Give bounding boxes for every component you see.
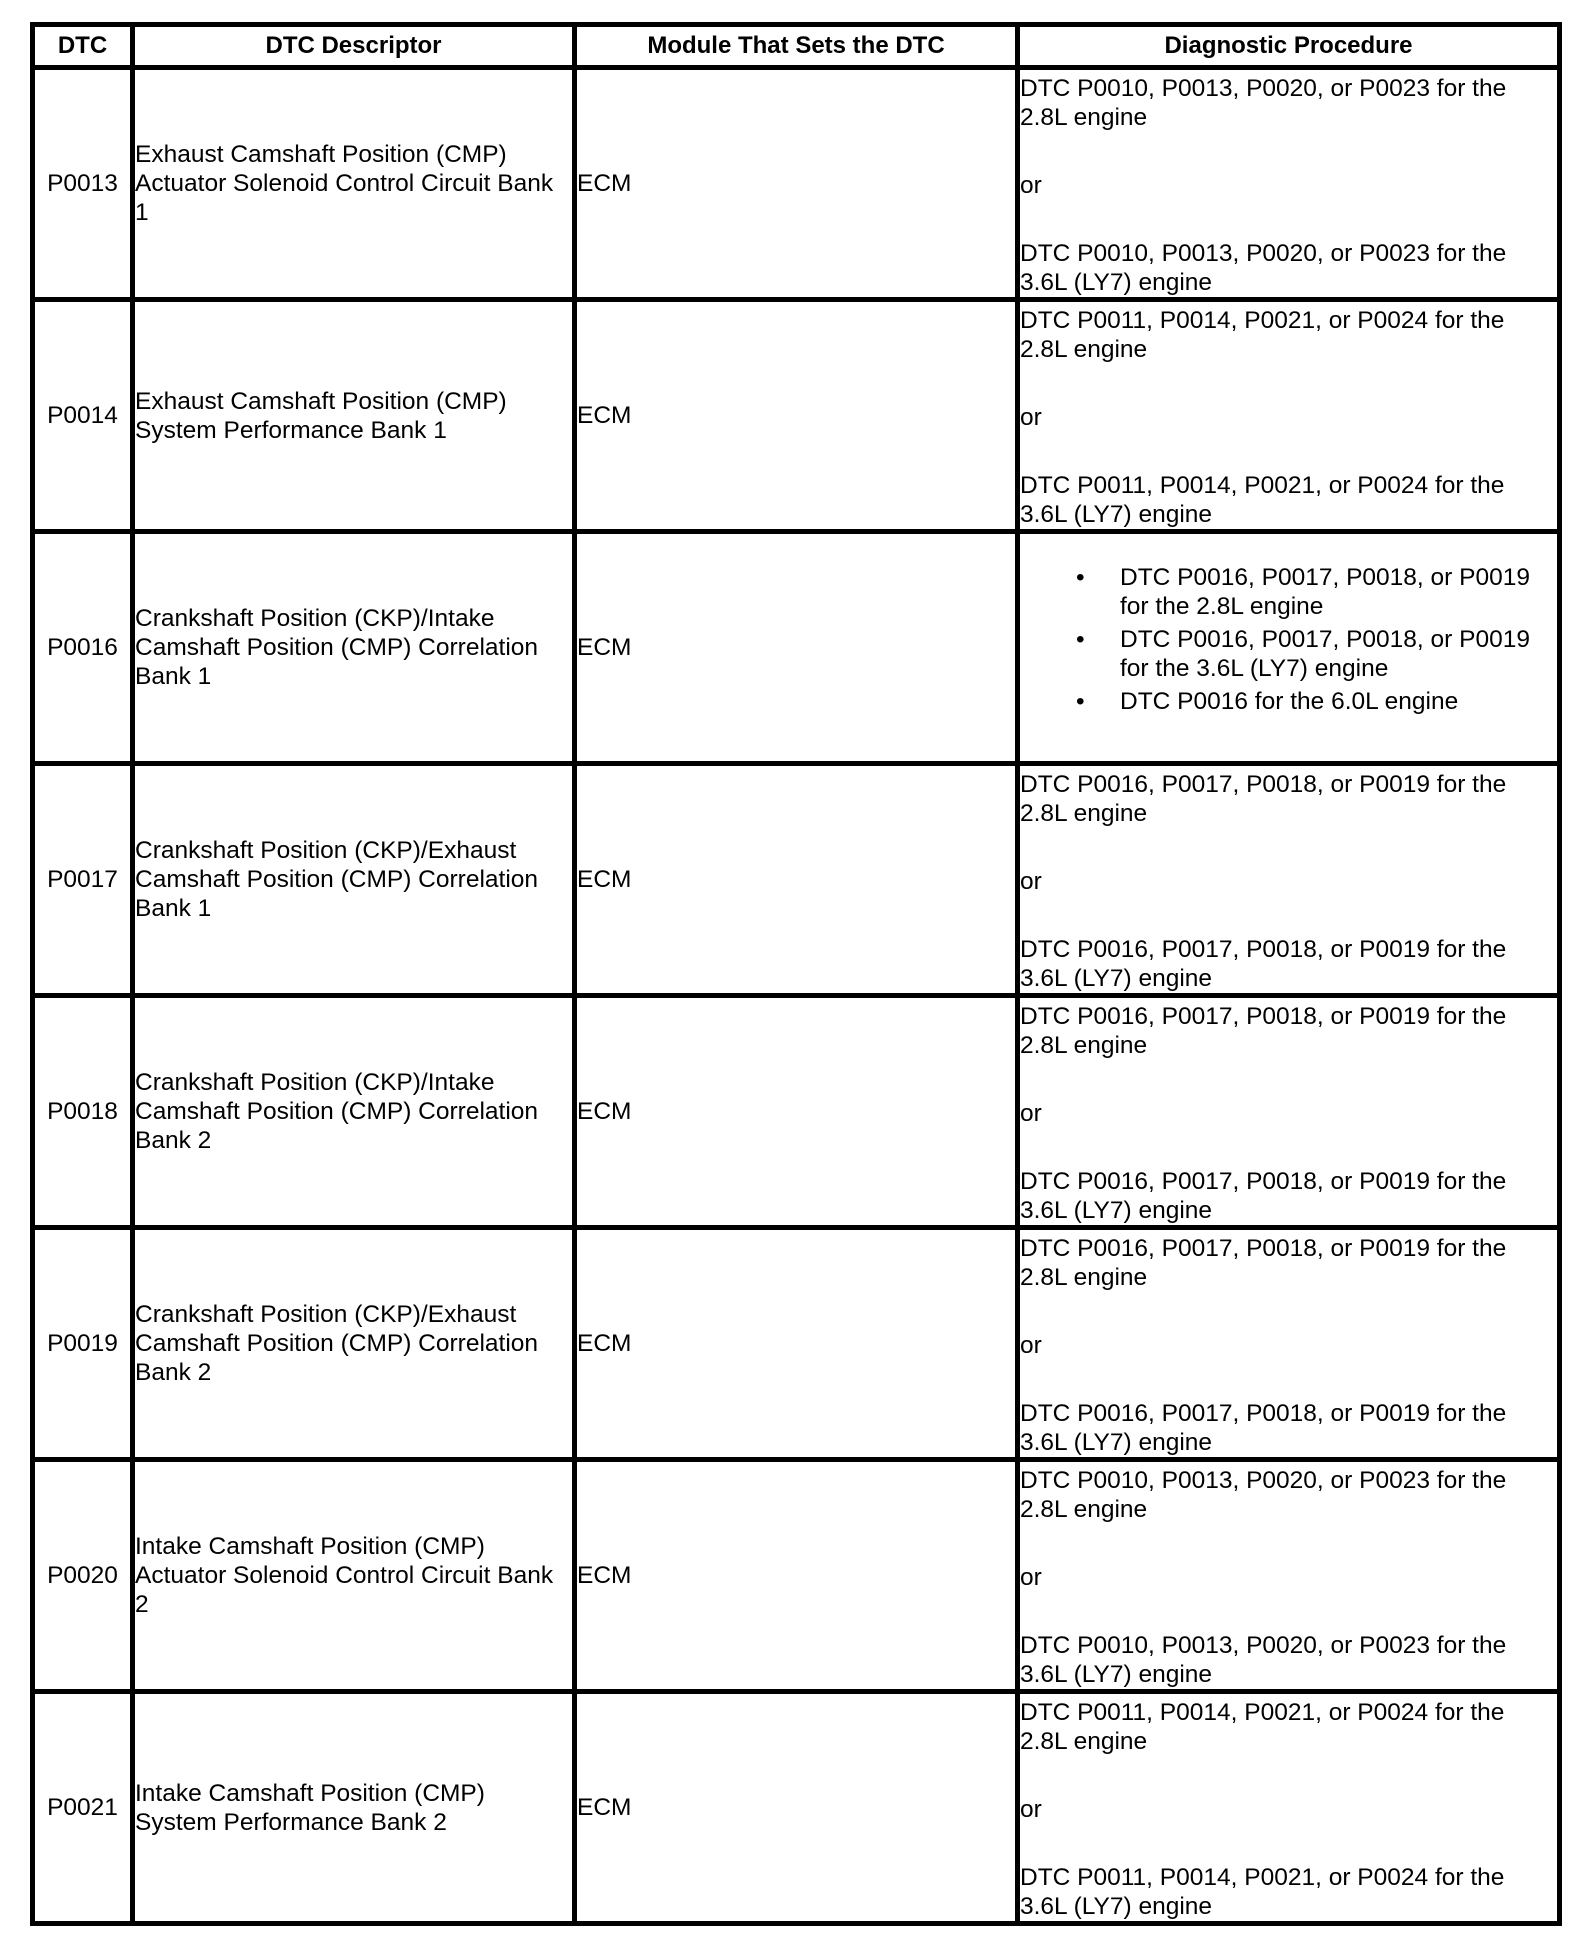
diagnostic-procedure bbox=[1018, 764, 1560, 996]
procedure-second: DTC P0011, P0014, P0021, or P0024 for the 3.6L (LY7) engine bbox=[1020, 1864, 1505, 1920]
diagnostic-procedure bbox=[1018, 68, 1560, 300]
table-row bbox=[33, 996, 1560, 1228]
dtc-descriptor: Crankshaft Position (CKP)/Intake Camshaft Position (CMP) Correlation Bank 2 bbox=[133, 996, 575, 1228]
procedure-second: DTC P0011, P0014, P0021, or P0024 for the 3.6L (LY7) engine bbox=[1020, 472, 1505, 528]
diagnostic-procedure bbox=[1018, 532, 1560, 764]
procedure-or: or bbox=[1020, 1796, 1042, 1823]
procedure-or: or bbox=[1020, 1100, 1042, 1127]
procedure-first: DTC P0011, P0014, P0021, or P0024 for the 2.8L engine bbox=[1020, 307, 1505, 363]
bullet-icon: • bbox=[1076, 626, 1085, 653]
dtc-code: P0014 bbox=[33, 300, 133, 532]
diagnostic-procedure bbox=[1018, 996, 1560, 1228]
procedure-or: or bbox=[1020, 1332, 1042, 1359]
dtc-table bbox=[30, 22, 1562, 1926]
list-item bbox=[1020, 687, 1557, 716]
procedure-second: DTC P0016, P0017, P0018, or P0019 for the 3.6L (LY7) engine bbox=[1020, 1400, 1507, 1456]
procedure-or: or bbox=[1020, 868, 1042, 895]
diagnostic-procedure bbox=[1018, 1228, 1560, 1460]
dtc-descriptor: Intake Camshaft Position (CMP) Actuator Solenoid Control Circuit Bank 2 bbox=[133, 1460, 575, 1692]
dtc-module: ECM bbox=[575, 1460, 1018, 1692]
bullet-icon: • bbox=[1076, 564, 1085, 591]
header-descriptor: DTC Descriptor bbox=[133, 25, 575, 68]
dtc-descriptor: Crankshaft Position (CKP)/Exhaust Camshaft Position (CMP) Correlation Bank 1 bbox=[133, 764, 575, 996]
table-row bbox=[33, 68, 1560, 300]
bullet-icon: • bbox=[1076, 688, 1085, 715]
bullet-text: DTC P0016, P0017, P0018, or P0019 for the 3.6L (LY7) engine bbox=[1120, 626, 1530, 682]
table-row bbox=[33, 1692, 1560, 1924]
procedure-first: DTC P0016, P0017, P0018, or P0019 for the 2.8L engine bbox=[1020, 771, 1507, 827]
header-dtc: DTC bbox=[33, 25, 133, 68]
dtc-descriptor: Crankshaft Position (CKP)/Exhaust Camshaft Position (CMP) Correlation Bank 2 bbox=[133, 1228, 575, 1460]
bullet-text: DTC P0016, P0017, P0018, or P0019 for the 2.8L engine bbox=[1120, 564, 1530, 620]
procedure-second: DTC P0016, P0017, P0018, or P0019 for the 3.6L (LY7) engine bbox=[1020, 1168, 1507, 1224]
diagnostic-procedure bbox=[1018, 300, 1560, 532]
procedure-or: or bbox=[1020, 1564, 1042, 1591]
table-row bbox=[33, 300, 1560, 532]
dtc-descriptor: Exhaust Camshaft Position (CMP) System Performance Bank 1 bbox=[133, 300, 575, 532]
procedure-first: DTC P0010, P0013, P0020, or P0023 for the 2.8L engine bbox=[1020, 1467, 1507, 1523]
table-row bbox=[33, 532, 1560, 764]
procedure-or: or bbox=[1020, 404, 1042, 431]
procedure-first: DTC P0016, P0017, P0018, or P0019 for the 2.8L engine bbox=[1020, 1003, 1507, 1059]
dtc-module: ECM bbox=[575, 1228, 1018, 1460]
dtc-code: P0020 bbox=[33, 1460, 133, 1692]
procedure-first: DTC P0011, P0014, P0021, or P0024 for the 2.8L engine bbox=[1020, 1699, 1505, 1755]
procedure-bullet-list bbox=[1020, 563, 1557, 720]
procedure-second: DTC P0010, P0013, P0020, or P0023 for the 3.6L (LY7) engine bbox=[1020, 240, 1507, 296]
dtc-module: ECM bbox=[575, 68, 1018, 300]
procedure-or: or bbox=[1020, 172, 1042, 199]
table-header-row bbox=[33, 25, 1560, 68]
list-item bbox=[1020, 563, 1557, 621]
dtc-module: ECM bbox=[575, 996, 1018, 1228]
table-row bbox=[33, 1460, 1560, 1692]
dtc-module: ECM bbox=[575, 1692, 1018, 1924]
dtc-module: ECM bbox=[575, 764, 1018, 996]
dtc-descriptor: Crankshaft Position (CKP)/Intake Camshaft Position (CMP) Correlation Bank 1 bbox=[133, 532, 575, 764]
header-procedure: Diagnostic Procedure bbox=[1018, 25, 1560, 68]
dtc-descriptor: Intake Camshaft Position (CMP) System Performance Bank 2 bbox=[133, 1692, 575, 1924]
table-row bbox=[33, 764, 1560, 996]
header-module: Module That Sets the DTC bbox=[575, 25, 1018, 68]
procedure-first: DTC P0016, P0017, P0018, or P0019 for the 2.8L engine bbox=[1020, 1235, 1507, 1291]
dtc-code: P0021 bbox=[33, 1692, 133, 1924]
procedure-first: DTC P0010, P0013, P0020, or P0023 for the 2.8L engine bbox=[1020, 75, 1507, 131]
dtc-code: P0017 bbox=[33, 764, 133, 996]
procedure-second: DTC P0010, P0013, P0020, or P0023 for the 3.6L (LY7) engine bbox=[1020, 1632, 1507, 1688]
dtc-module: ECM bbox=[575, 300, 1018, 532]
dtc-code: P0016 bbox=[33, 532, 133, 764]
dtc-code: P0019 bbox=[33, 1228, 133, 1460]
bullet-text: DTC P0016 for the 6.0L engine bbox=[1120, 688, 1459, 715]
table-row bbox=[33, 1228, 1560, 1460]
list-item bbox=[1020, 625, 1557, 683]
dtc-code: P0013 bbox=[33, 68, 133, 300]
dtc-code: P0018 bbox=[33, 996, 133, 1228]
diagnostic-procedure bbox=[1018, 1692, 1560, 1924]
dtc-module: ECM bbox=[575, 532, 1018, 764]
procedure-second: DTC P0016, P0017, P0018, or P0019 for the 3.6L (LY7) engine bbox=[1020, 936, 1507, 992]
dtc-descriptor: Exhaust Camshaft Position (CMP) Actuator Solenoid Control Circuit Bank 1 bbox=[133, 68, 575, 300]
diagnostic-procedure bbox=[1018, 1460, 1560, 1692]
